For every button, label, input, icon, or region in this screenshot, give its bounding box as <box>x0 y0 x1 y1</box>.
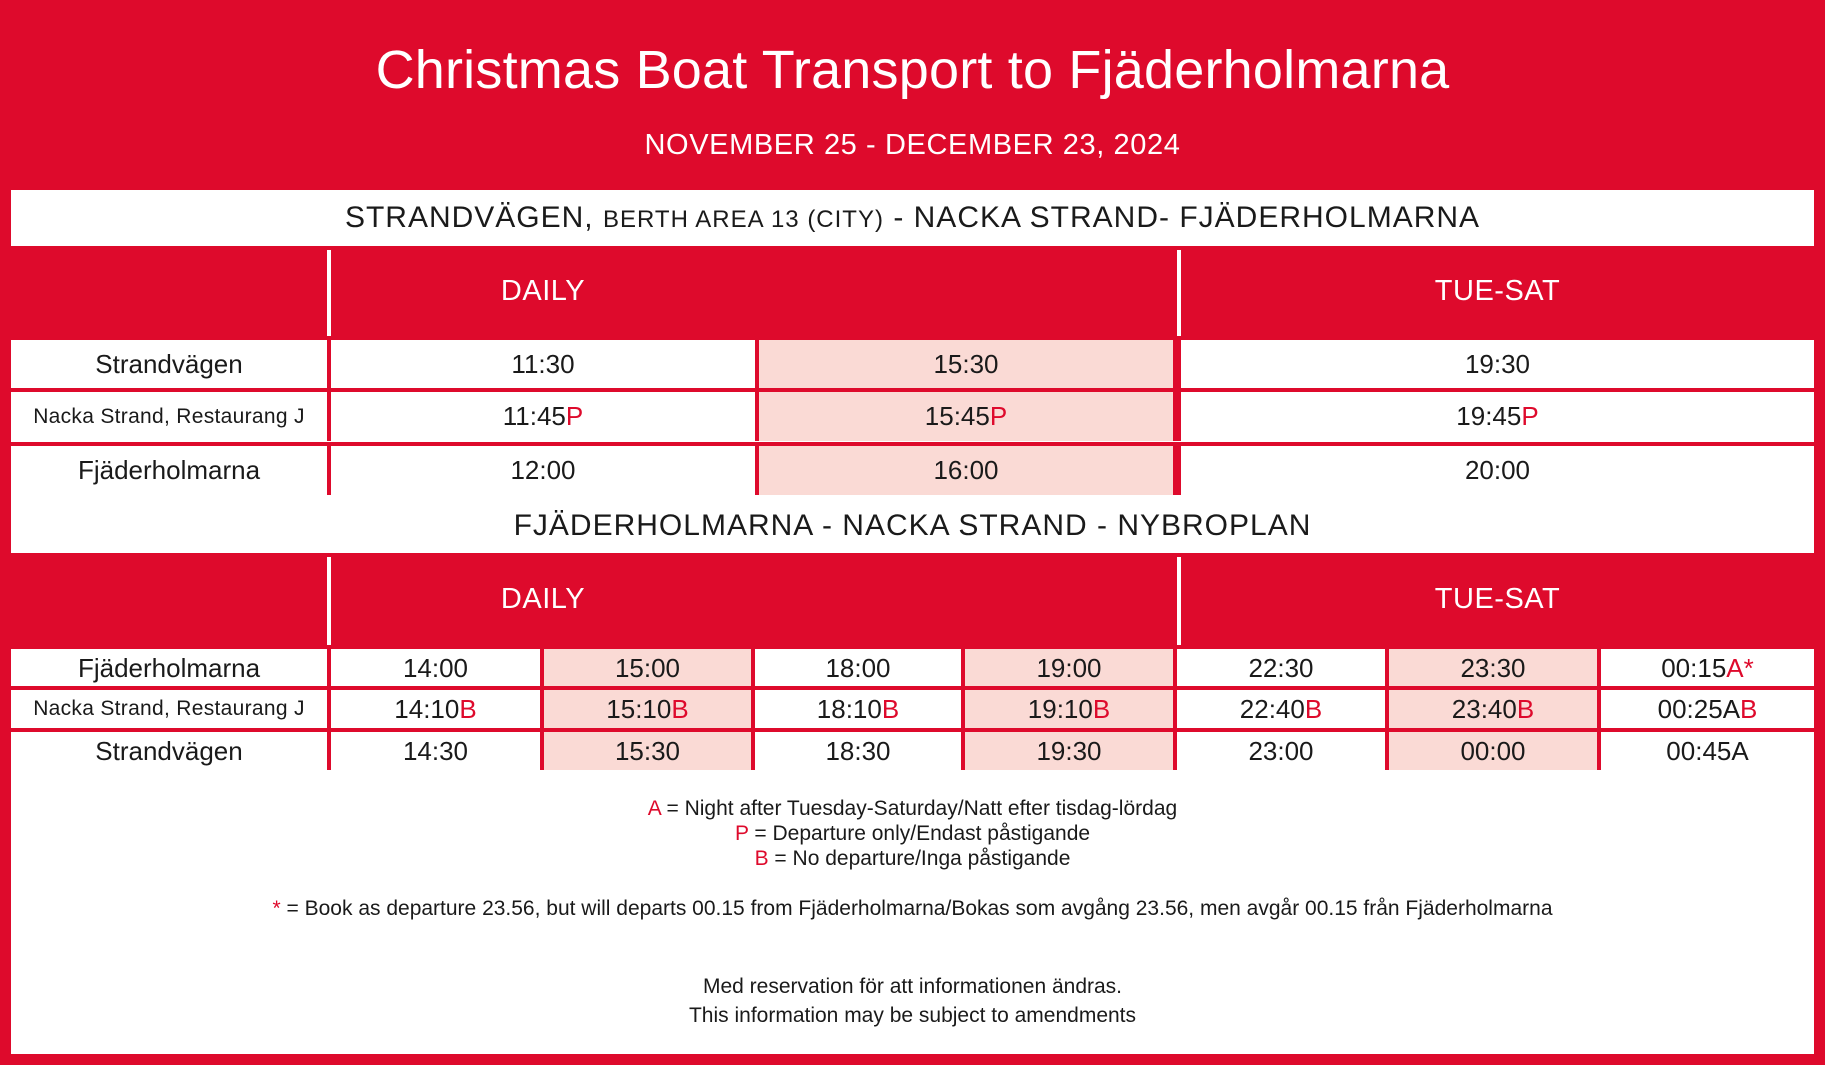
departure-time-cell <box>331 392 755 441</box>
stop-note-marker: B <box>1092 693 1111 724</box>
departure-time-cell <box>1177 732 1385 770</box>
stop-note-marker: B <box>459 693 477 724</box>
departure-time-cell <box>1389 732 1597 770</box>
disclaimer-swedish: Med reservation för att informationen ändras. <box>702 975 1123 998</box>
stop-name: Fjäderholmarna <box>11 446 327 495</box>
departure-time: 11:45 <box>502 401 566 431</box>
legend-text-p: = Departure only/Endast påstigande <box>748 822 1091 845</box>
stop-note-marker: B <box>1304 693 1323 724</box>
inbound-tuesat-header: TUE-SAT <box>1434 582 1561 615</box>
departure-time: 23:30 <box>1460 652 1526 683</box>
departure-time-cell <box>1601 690 1814 728</box>
departure-time: 15:45 <box>924 401 990 431</box>
stop-note-marker: P <box>989 401 1008 431</box>
route-origin: STRANDVÄGEN, <box>344 201 594 234</box>
stop-name: Nacka Strand, Restaurang J <box>11 690 327 728</box>
departure-time-cell <box>1389 649 1597 687</box>
departure-time-cell <box>755 732 961 770</box>
departure-time-cell <box>1177 690 1385 728</box>
departure-time-cell <box>1601 732 1814 770</box>
stop-note-marker: B <box>1516 693 1535 724</box>
departure-time-cell <box>331 340 755 389</box>
departure-time: 14:30 <box>402 735 469 766</box>
departure-time: 00:00 <box>1460 735 1526 766</box>
stop-note-marker: B <box>881 693 900 724</box>
stop-name: Strandvägen <box>11 732 327 770</box>
departure-time: 23:40 <box>1451 693 1517 724</box>
departure-time: 19:10 <box>1027 693 1093 724</box>
departure-time: 20:00 <box>1464 455 1531 485</box>
departure-time-cell <box>1181 340 1814 389</box>
departure-time: 00:15 <box>1661 652 1727 683</box>
outbound-route-title <box>11 190 1814 246</box>
legend-key-star: * <box>272 897 281 920</box>
departure-time-cell <box>331 446 755 495</box>
stop-name: Fjäderholmarna <box>11 649 327 687</box>
header-banner <box>11 0 1814 190</box>
departure-time-cell <box>759 392 1173 441</box>
departure-time: 12:00 <box>510 455 576 485</box>
inbound-row <box>11 645 1814 687</box>
outbound-row <box>11 442 1814 495</box>
stop-note-marker: B <box>671 693 689 724</box>
legend-key-b: B <box>754 847 769 870</box>
page-title: Christmas Boat Transport to Fjäderholmarna <box>375 40 1450 100</box>
outbound-row <box>11 388 1814 441</box>
departure-time-cell <box>331 690 540 728</box>
route-berth: BERTH AREA 13 (CITY) <box>603 206 884 233</box>
route-rest: - NACKA STRAND- FJÄDERHOLMARNA <box>893 201 1481 234</box>
legend-star <box>11 896 1814 921</box>
outbound-row <box>11 336 1814 389</box>
stop-note-marker: P <box>1521 401 1539 431</box>
departure-time: 18:10 <box>816 693 882 724</box>
departure-time-cell <box>1601 649 1814 687</box>
departure-time-cell <box>965 732 1173 770</box>
departure-time: 15:10 <box>606 693 672 724</box>
departure-time: 19:30 <box>1036 735 1102 766</box>
legend-text-a: = Night after Tuesday-Saturday/Natt efter tisdag-lördag <box>660 797 1178 820</box>
departure-time: 14:10 <box>394 693 460 724</box>
departure-time: 23:00 <box>1248 735 1314 766</box>
legend-text-star: = Book as departure 23.56, but will departs 00.15 from Fjäderholmarna/Bokas som avgång 23.56, men avgår 00.15 från Fjäderholmarna <box>280 897 1553 920</box>
departure-time-cell <box>1177 649 1385 687</box>
legend-b <box>11 846 1814 871</box>
inbound-header-row <box>11 553 1814 645</box>
departure-time: 22:40 <box>1239 693 1305 724</box>
departure-time: 11:30 <box>511 349 575 379</box>
disclaimer-english: This information may be subject to amendments <box>688 1004 1137 1027</box>
departure-time-cell <box>544 649 751 687</box>
stop-note-marker: A* <box>1726 652 1754 683</box>
departure-time-cell <box>965 649 1173 687</box>
departure-time: 18:00 <box>825 652 891 683</box>
legend-a <box>11 796 1814 821</box>
date-range: NOVEMBER 25 - DECEMBER 23, 2024 <box>644 129 1181 161</box>
departure-time: 00:45A <box>1666 735 1749 766</box>
stop-note-marker: B <box>1740 693 1758 724</box>
legend-key-p: P <box>734 822 749 845</box>
inbound-route-title: FJÄDERHOLMARNA - NACKA STRAND - NYBROPLAN <box>11 498 1814 553</box>
outbound-daily-header: DAILY <box>500 274 586 307</box>
departure-time-cell <box>755 649 961 687</box>
inbound-daily-header: DAILY <box>500 582 586 615</box>
departure-time-cell <box>331 732 540 770</box>
departure-time: 15:30 <box>933 349 999 379</box>
legend-p <box>11 821 1814 846</box>
departure-time: 00:25A <box>1657 693 1741 724</box>
departure-time: 16:00 <box>933 455 999 485</box>
departure-time: 15:00 <box>614 652 681 683</box>
legend-key-a: A <box>647 797 661 820</box>
departure-time-cell <box>965 690 1173 728</box>
departure-time: 19:30 <box>1464 349 1531 379</box>
departure-time: 19:45 <box>1456 401 1522 431</box>
disclaimer <box>11 972 1814 1030</box>
departure-time-cell <box>544 732 751 770</box>
departure-time-cell <box>1181 392 1814 441</box>
departure-time-cell <box>759 340 1173 389</box>
stop-name: Nacka Strand, Restaurang J <box>11 392 327 441</box>
departure-time: 14:00 <box>402 652 469 683</box>
stop-note-marker: P <box>565 401 584 431</box>
departure-time-cell <box>1389 690 1597 728</box>
departure-time-cell <box>544 690 751 728</box>
departure-time: 19:00 <box>1036 652 1102 683</box>
legend-text-b: = No departure/Inga påstigande <box>768 847 1071 870</box>
departure-time-cell <box>1181 446 1814 495</box>
departure-time: 15:30 <box>614 735 681 766</box>
departure-time-cell <box>331 649 540 687</box>
outbound-header-row <box>11 246 1814 336</box>
departure-time-cell <box>759 446 1173 495</box>
stop-name: Strandvägen <box>11 340 327 389</box>
departure-time: 22:30 <box>1248 652 1314 683</box>
departure-time-cell <box>755 690 961 728</box>
outbound-tuesat-header: TUE-SAT <box>1434 274 1561 307</box>
inbound-row <box>11 686 1814 728</box>
departure-time: 18:30 <box>825 735 891 766</box>
inbound-row <box>11 728 1814 770</box>
